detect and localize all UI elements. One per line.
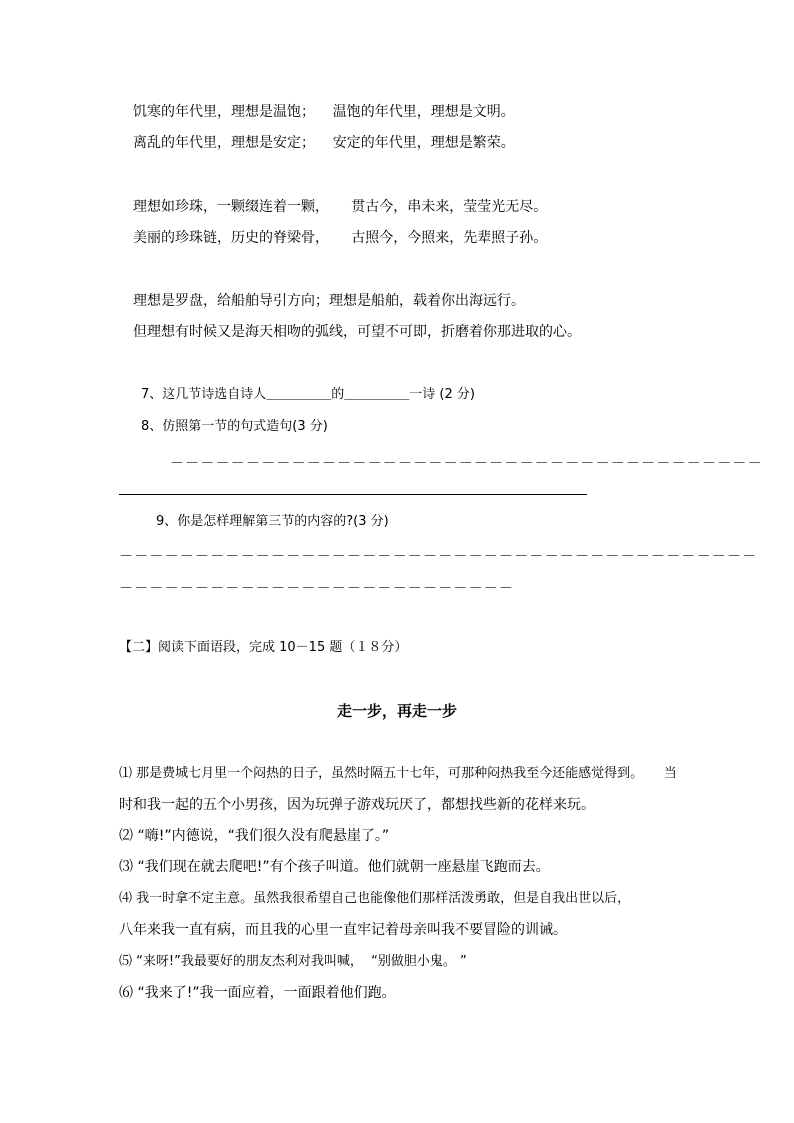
poem-stanza2-line2: 美丽的珍珠链，历史的脊梁骨， 古照今，今照来，先辈照子孙。	[133, 230, 548, 246]
poem-stanza1-line1: 饥寒的年代里，理想是温饱； 温饱的年代里，理想是文明。	[133, 104, 515, 120]
question-9-answer-blank-1: －－－－－－－－－－－－－－－－－－－－－－－－－－－－－－－－－－－－－－－－－－	[119, 549, 758, 565]
paragraph-4-line-1: ⑷ 我一时拿不定主意。虽然我很希望自己也能像他们那样活泼勇敢，但是自我出世以后，	[119, 891, 631, 906]
passage-title: 走一步，再走一步	[336, 702, 457, 720]
section-2-heading: 【二】阅读下面语段，完成 10－15 题（１８分）	[119, 640, 408, 655]
question-7: 7、这几节诗选自诗人＿＿＿＿＿的＿＿＿＿＿一诗 (2 分)	[141, 387, 475, 402]
paragraph-5: ⑸ “来呀!”我最要好的朋友杰利对我叫喊， “别做胆小鬼。 ”	[119, 954, 467, 969]
paragraph-3: ⑶ “我们现在就去爬吧!”有个孩子叫道。他们就朝一座悬崖飞跑而去。	[119, 859, 550, 875]
poem-stanza3-line2: 但理想有时候又是海天相吻的弧线，可望不可即，折磨着你那进取的心。	[133, 324, 581, 340]
paragraph-2: ⑵ “嗨!”内德说，“我们很久没有爬悬崖了。”	[119, 828, 390, 844]
question-8-answer-line-2	[119, 494, 587, 495]
paragraph-6: ⑹ “我来了!”我一面应着，一面跟着他们跑。	[119, 985, 396, 1001]
poem-stanza1-line2: 离乱的年代里，理想是安定； 安定的年代里，理想是繁荣。	[133, 135, 515, 151]
paragraph-4-line-2: 八年来我一直有病，而且我的心里一直牢记着母亲叫我不要冒险的训诫。	[119, 922, 567, 938]
question-9-answer-blank-2: －－－－－－－－－－－－－－－－－－－－－－－－－－	[119, 581, 515, 597]
question-8-answer-blank-1: －－－－－－－－－－－－－－－－－－－－－－－－－－－－－－－－－－－－－－－	[170, 456, 763, 472]
poem-stanza3-line1: 理想是罗盘，给船舶导引方向；理想是船舶，载着你出海远行。	[133, 293, 525, 309]
paragraph-1-line-2: 时和我一起的五个小男孩，因为玩弹子游戏玩厌了，都想找些新的花样来玩。	[119, 797, 595, 813]
paragraph-1-line-1: ⑴ 那是费城七月里一个闷热的日子，虽然时隔五十七年，可那种闷热我至今还能感觉得到。 当	[119, 766, 677, 781]
question-9: 9、你是怎样理解第三节的内容的?(3 分)	[156, 514, 389, 529]
question-8: 8、仿照第一节的句式造句(3 分)	[141, 419, 328, 434]
poem-stanza2-line1: 理想如珍珠，一颗缀连着一颗， 贯古今，串未来，莹莹光无尽。	[133, 199, 548, 215]
